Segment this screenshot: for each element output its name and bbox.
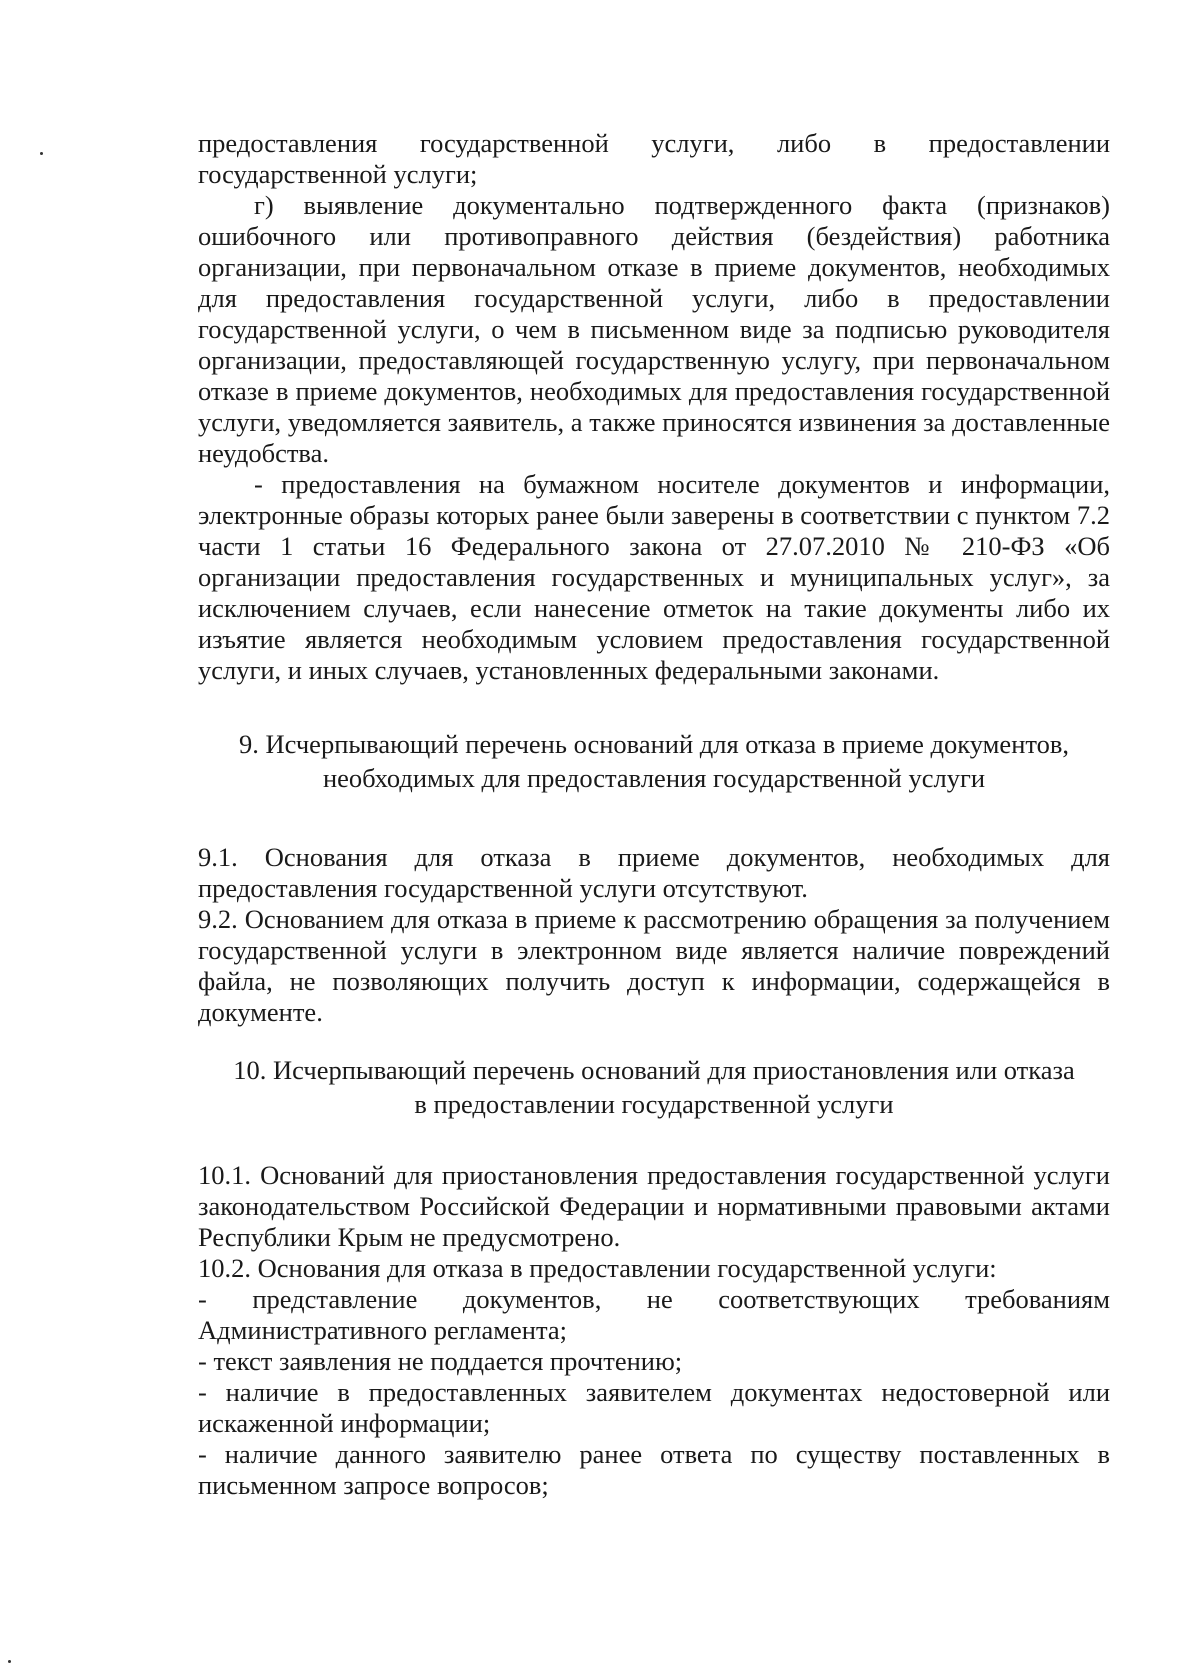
paragraph-paper-documents: - предоставления на бумажном носителе документов и информации, электронные образы которых ранее были заверены в соответствии с пунктом 7.2 части 1 статьи 16 Федерального закона от 27.07.2010 № 210-ФЗ «Об организации предоставления государственных и муниципальных услуг», за исключением случаев, если нанесение отметок на такие документы либо их изъятие является необходимым условием предоставления государственной услуги, и иных случаев, установленных федеральными законами. [198,469,1110,685]
section-10-heading [198,1053,1110,1121]
section-9-heading [198,727,1110,795]
paragraph-item-g: г) выявление документально подтвержденного факта (признаков) ошибочного или противоправного действия (бездействия) работника организации, при первоначальном отказе в приеме документов, необходимых для предоставления государственной услуги, либо в предоставлении государственной услуги, о чем в письменном виде за подписью руководителя организации, предоставляющей государственную услугу, при первоначальном отказе в приеме документов, необходимых для предоставления государственной услуги, уведомляется заявитель, а также приносятся извинения за доставленные неудобства. [198,190,1110,468]
paragraph-10-2: 10.2. Основания для отказа в предоставлении государственной услуги: [198,1253,997,1283]
section-10-heading-line-2: в предоставлении государственной услуги [414,1089,894,1119]
list-item-documents-mismatch: - представление документов, не соответствующих требованиям Административного регламента; [198,1284,1110,1345]
section-10-heading-line-1: 10. Исчерпывающий перечень оснований для приостановления или отказа [233,1055,1075,1085]
scan-speck [8,1660,11,1663]
section-9-heading-line-2: необходимых для предоставления государственной услуги [322,763,986,793]
section-9-heading-line-1: 9. Исчерпывающий перечень оснований для отказа в приеме документов, [238,729,1069,759]
section-9-body [198,842,1110,1028]
scan-speck [40,152,43,155]
section-10-body [198,1160,1110,1501]
paragraph-10-1: 10.1. Оснований для приостановления предоставления государственной услуги законодательством Российской Федерации и нормативными правовыми актами Республики Крым не предусмотрено. [198,1160,1110,1252]
paragraph-continuation: предоставления государственной услуги, либо в предоставлении государственной услуги; [198,128,1110,189]
list-item-unreadable: - текст заявления не поддается прочтению; [198,1346,683,1376]
text-block-continuation [198,128,1110,686]
paragraph-9-1: 9.1. Основания для отказа в приеме документов, необходимых для предоставления государственной услуги отсутствуют. [198,842,1110,903]
paragraph-9-2: 9.2. Основанием для отказа в приеме к рассмотрению обращения за получением государственной услуги в электронном виде является наличие повреждений файла, не позволяющих получить доступ к информации, содержащейся в документе. [198,904,1110,1027]
list-item-previous-answer: - наличие данного заявителю ранее ответа по существу поставленных в письменном запросе вопросов; [198,1439,1110,1500]
list-item-false-info: - наличие в предоставленных заявителем документах недостоверной или искаженной информации; [198,1377,1110,1438]
